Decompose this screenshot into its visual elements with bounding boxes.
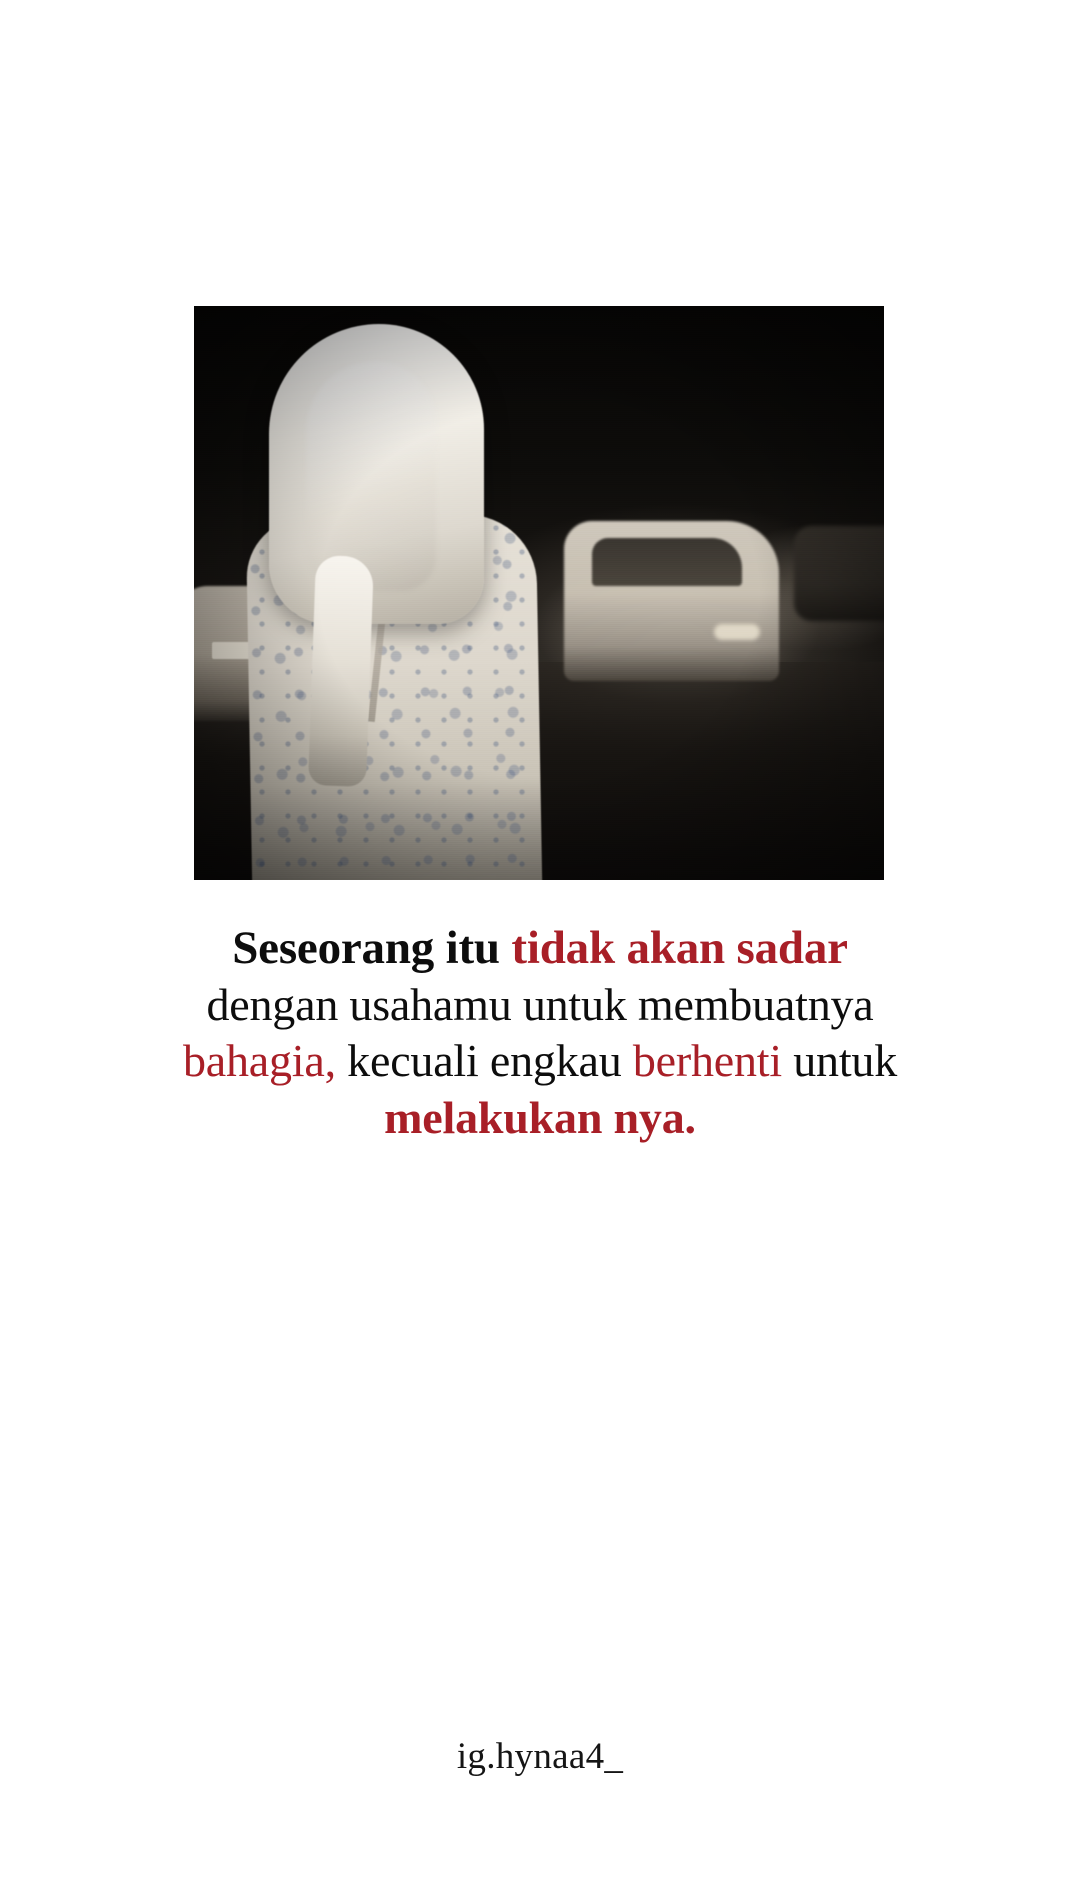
van-window bbox=[592, 538, 742, 586]
quote-line-3-plain-b: untuk bbox=[781, 1035, 898, 1087]
quote-line-4: melakukan nya. bbox=[384, 1091, 696, 1143]
quote-line-1-accent: tidak akan sadar bbox=[511, 922, 848, 974]
van-taillight bbox=[714, 624, 760, 640]
quote-photo bbox=[194, 306, 884, 880]
quote-line-1 bbox=[90, 920, 990, 977]
hijab-fold bbox=[306, 361, 436, 591]
quote-line-3 bbox=[90, 1033, 990, 1089]
hijab-tail bbox=[308, 555, 374, 787]
quote-line-1-plain: Seseorang itu bbox=[232, 922, 512, 974]
quote-line-2: dengan usahamu untuk membuatnya bbox=[206, 979, 874, 1031]
quote-line-3-accent-a: bahagia, bbox=[182, 1035, 336, 1087]
quote-line-3-accent-b: berhenti bbox=[632, 1035, 782, 1087]
quote-line-3-plain-a: kecuali engkau bbox=[335, 1035, 633, 1087]
background-car bbox=[794, 526, 884, 621]
quote-text bbox=[90, 920, 990, 1146]
author-handle: ig.hynaa4_ bbox=[456, 1736, 624, 1777]
